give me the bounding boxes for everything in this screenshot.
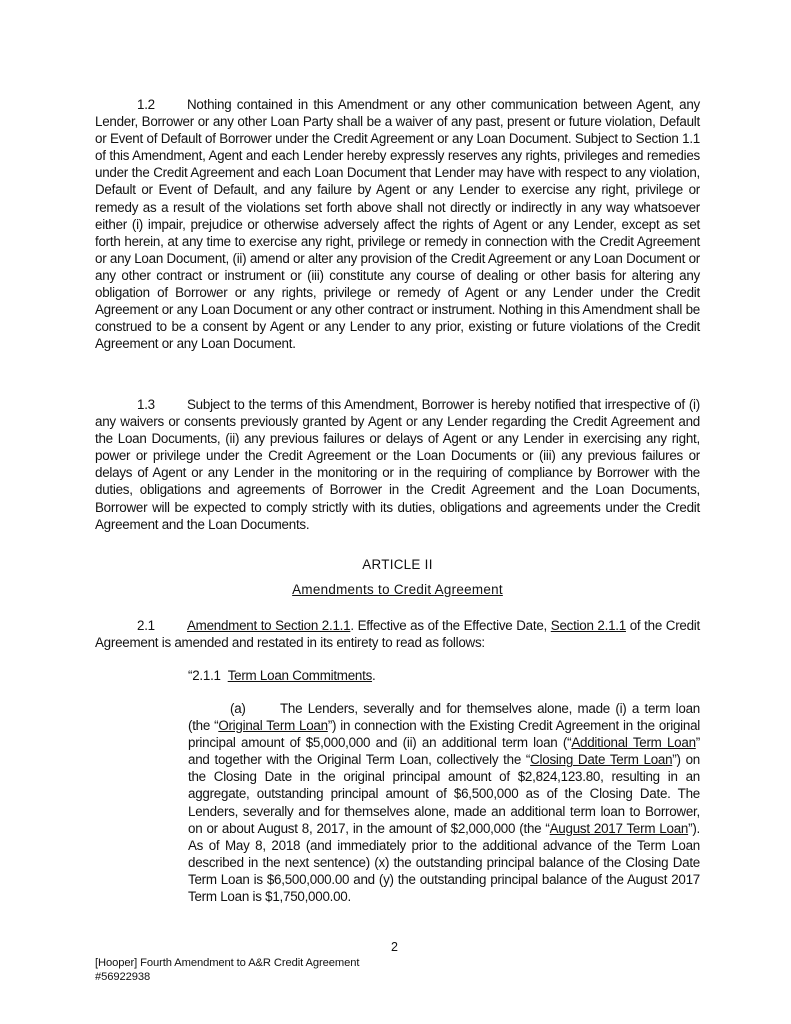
defined-term-additional-term-loan: Additional Term Loan bbox=[571, 735, 696, 751]
section-1-2-paragraph bbox=[95, 96, 700, 352]
clause-a-text-3: ” and together with the Original Term Loan, collectively the “ bbox=[188, 735, 700, 768]
section-2-1-text: . Effective as of the Effective Date, bbox=[350, 618, 551, 633]
section-1-2-number: 1.2 bbox=[137, 97, 155, 112]
section-1-3-number: 1.3 bbox=[137, 397, 155, 412]
document-footer bbox=[95, 956, 359, 984]
clause-a-text-4: ”) on the Closing Date in the original principal amount of $2,824,123.80, resulting in an aggregate, outstanding principal amount of $6,500,000 as of the Closing Date. The Lenders, severally and for themselves alone, made an additional term loan to Borrower, on or about August 8, 2017, in the amount of $2,000,000 (the “ bbox=[188, 752, 700, 836]
page-number: 2 bbox=[391, 940, 398, 954]
clause-a-text-5: ”). As of May 8, 2018 (and immediately prior to the additional advance of the Term Loan described in the next sentence) (x) the outstanding principal balance of the Closing Date Term Loan is $6,500,000.00 and (y) the outstanding principal balance of the August 2017 Term Loan is $1,750,000.00. bbox=[188, 820, 700, 905]
article-subheading: Amendments to Credit Agreement bbox=[292, 582, 503, 597]
section-2-1-title: Amendment to Section 2.1.1 bbox=[187, 618, 351, 633]
clause-a-paragraph bbox=[188, 700, 700, 905]
section-1-3-text: Subject to the terms of this Amendment, Borrower is hereby notified that irrespective of (i) any waivers or consents previously granted by Agent or any Lender regarding the Credit Agreement and the Loan Documents, (ii) any previous failures or delays of Agent or any Lender in exercising any right, power or privilege under the Credit Agreement or the Loan Documents or (iii) any previous failures or delays of Agent or any Lender in the monitoring or in the requiring of compliance by Borrower with the duties, obligations and agreements of Borrower in the Credit Agreement and the Loan Documents, Borrower will be expected to comply strictly with its duties, obligations and agreements under the Credit Agreement and the Loan Documents. bbox=[95, 397, 700, 532]
clause-a-text-2: ”) in connection with the Existing Credit Agreement in the original principal amount of $5,000,000 and (ii) an additional term loan (“ bbox=[188, 718, 700, 751]
subsection-period: . bbox=[372, 668, 376, 683]
section-2-1-number: 2.1 bbox=[137, 618, 155, 633]
section-1-3-paragraph bbox=[95, 396, 700, 533]
section-2-1-paragraph bbox=[95, 617, 700, 651]
subsection-title: Term Loan Commitments bbox=[227, 668, 373, 683]
clause-a-text-1: The Lenders, severally and for themselves alone, made (i) a term loan (the “ bbox=[188, 701, 700, 734]
defined-term-closing-date-term-loan: Closing Date Term Loan bbox=[530, 752, 673, 768]
section-2-1-text-b: of the Credit Agreement is amended and restated in its entirety to read as follows: bbox=[95, 618, 700, 651]
section-2-1-ref: Section 2.1.1 bbox=[550, 618, 626, 633]
section-1-2-text: Nothing contained in this Amendment or any other communication between Agent, any Lender, Borrower or any other Loan Party shall be a waiver of any past, present or future violation, Default or Event of Default of Borrower under the Credit Agreement or any Loan Document. Subject to Section 1.1 of this Amendment, Agent and each Lender hereby expressly reserves any rights, privileges and remedies under the Credit Agreement and each Loan Document that Lender may have with respect to any violation, Default or Event of Default, and any failure by Agent or any Lender to exercise any right, privilege or remedy as a result of the violations set forth above shall not directly or indirectly in any way whatsoever either (i) impair, prejudice or otherwise adversely affect the rights of Agent or any Lender, except as set forth herein, at any time to exercise any right, privilege or remedy in connection with the Credit Agreement or any Loan Document, (ii) amend or alter any provision of the Credit Agreement or any Loan Document or any other contract or instrument or (iii) constitute any course of dealing or other basis for altering any obligation of Borrower or any rights, privilege or remedy of Agent or any Lender under the Credit Agreement or any Loan Document or any other contract or instrument. Nothing in this Amendment shall be construed to be a consent by Agent or any Lender to any prior, existing or future violations of the Credit Agreement or any Loan Document. bbox=[95, 97, 700, 352]
subsection-2-1-1-heading bbox=[188, 667, 700, 684]
subsection-number: “2.1.1 bbox=[188, 668, 221, 683]
defined-term-august-2017-term-loan: August 2017 Term Loan bbox=[549, 820, 689, 836]
defined-term-original-term-loan: Original Term Loan bbox=[218, 718, 328, 734]
footer-title: [Hooper] Fourth Amendment to A&R Credit Agreement bbox=[95, 957, 360, 969]
clause-a-label: (a) bbox=[230, 701, 246, 716]
footer-doc-id: #56922938 bbox=[95, 971, 151, 983]
article-heading: ARTICLE II bbox=[362, 557, 433, 572]
